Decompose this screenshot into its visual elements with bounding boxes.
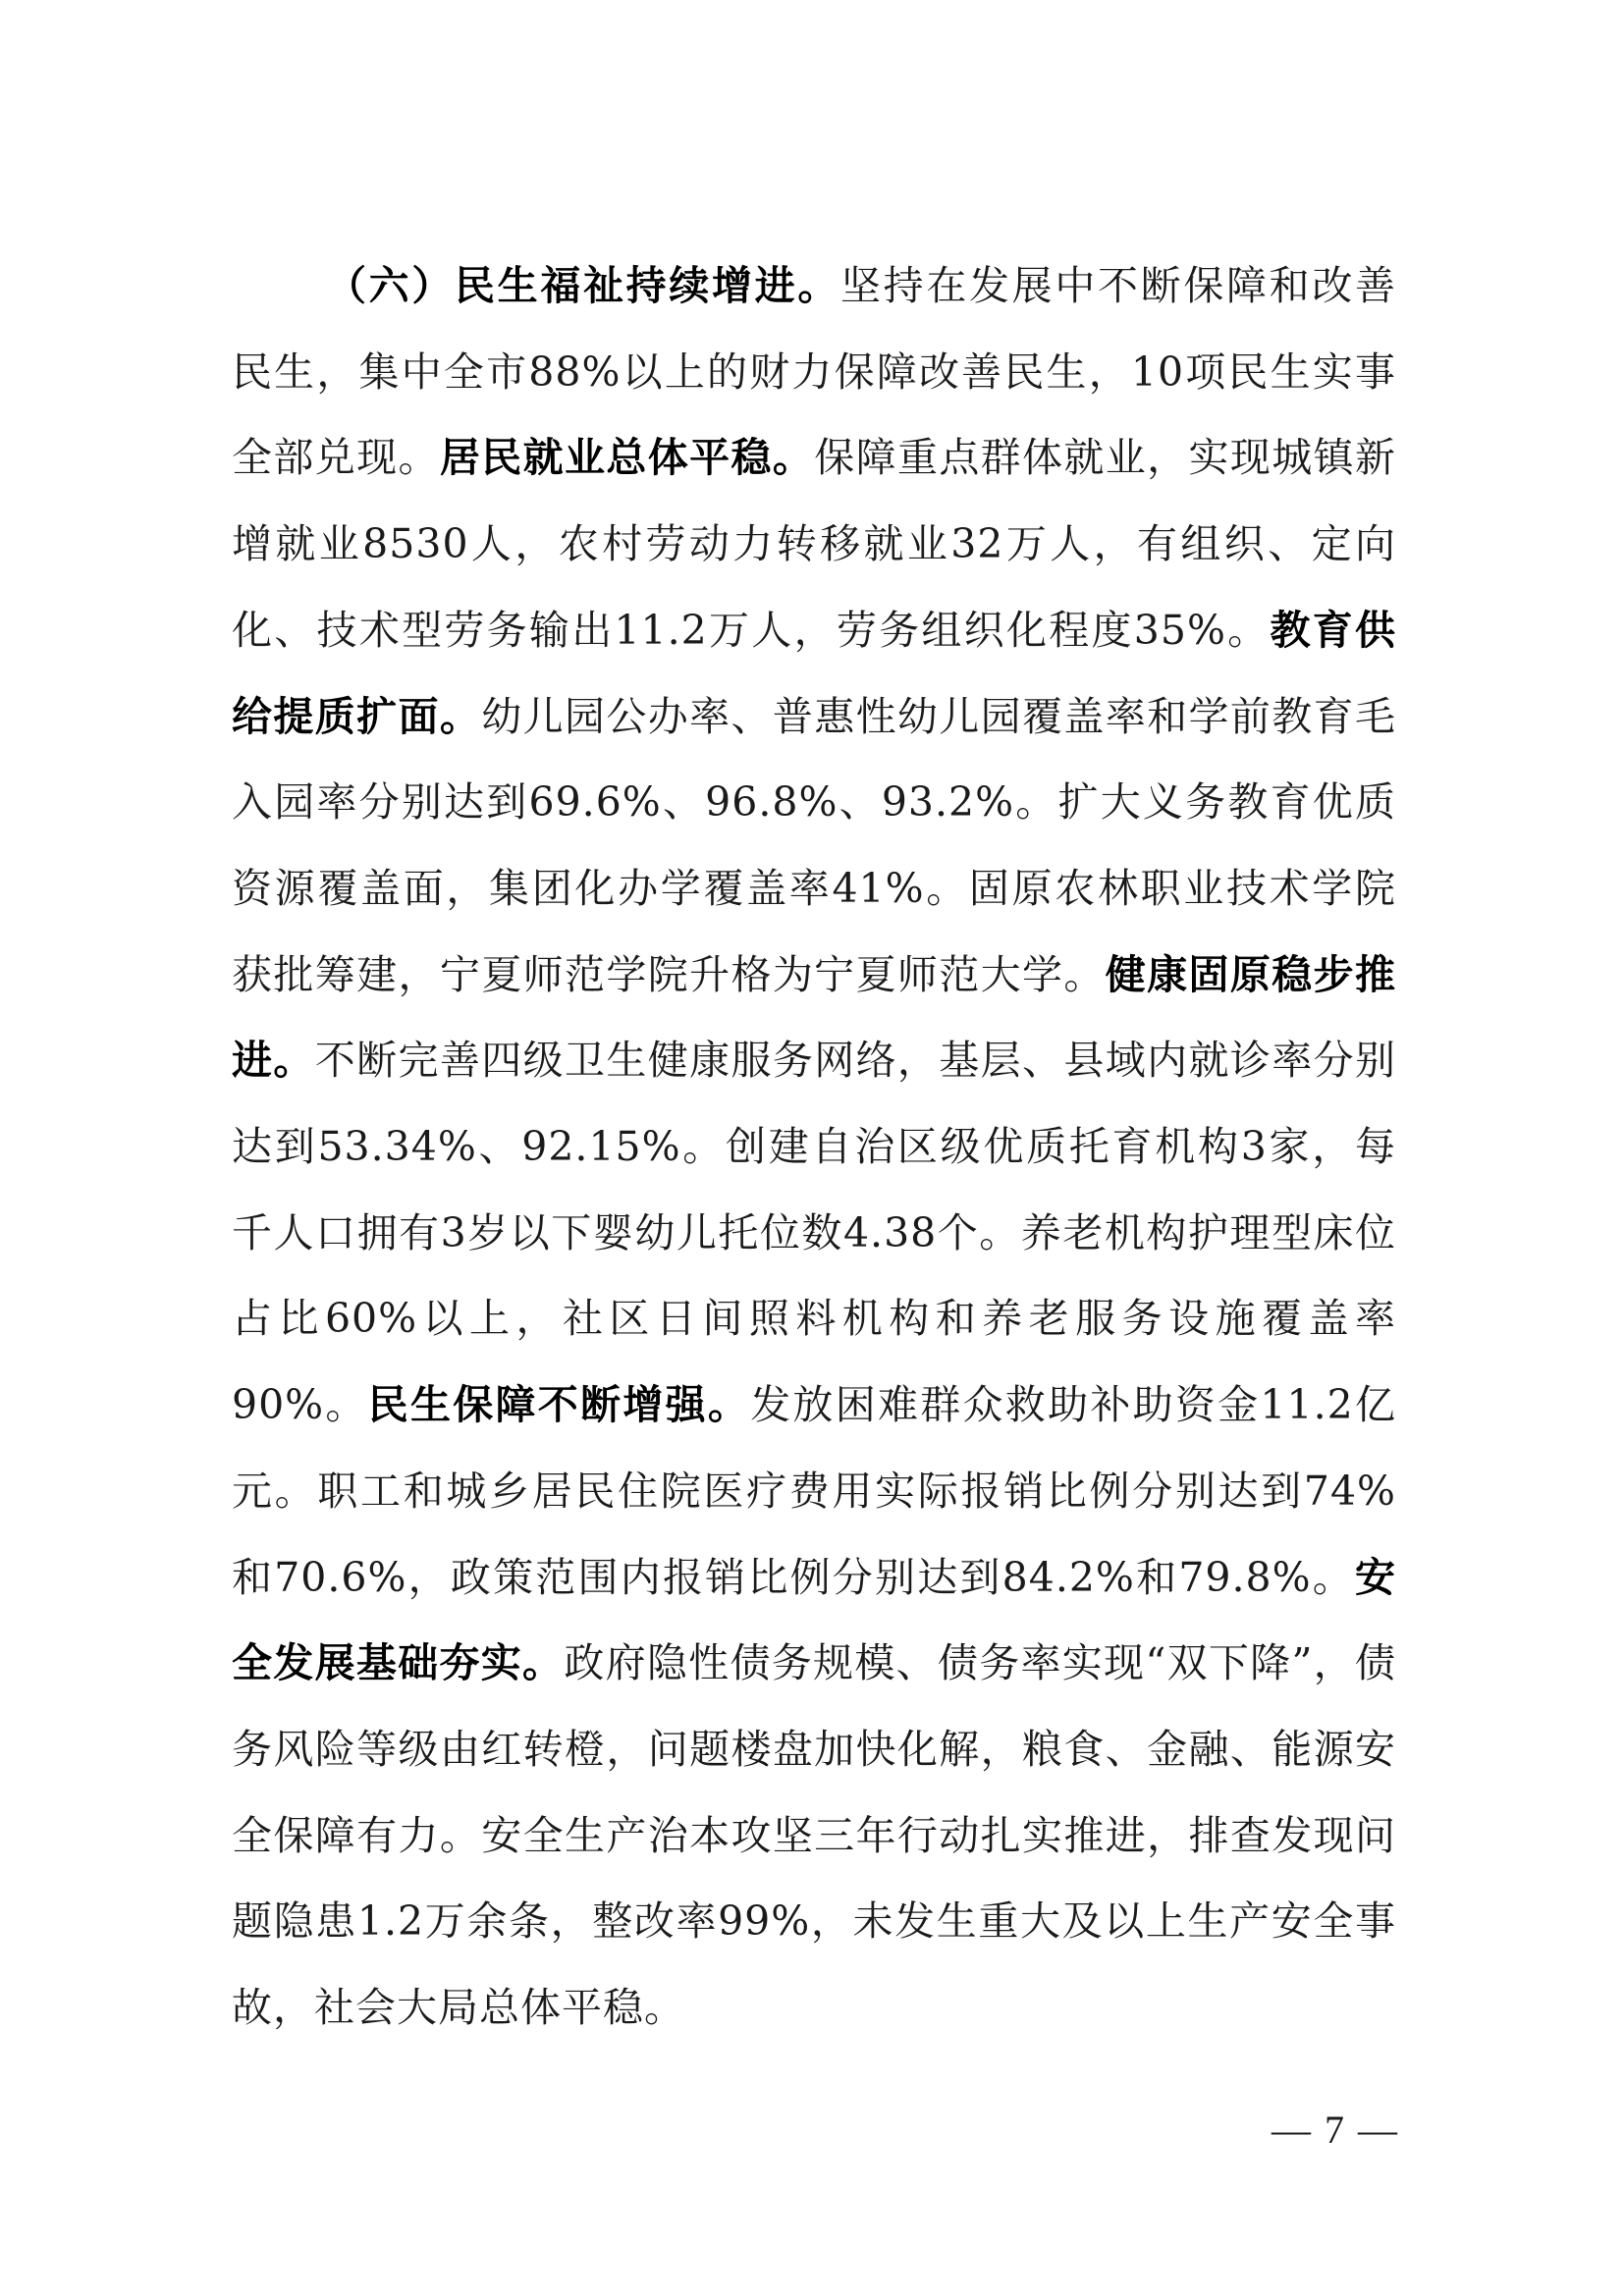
text-social-security: 发放困难群众救助补助资金11.2亿元。职工和城乡居民住院医疗费用实际报销比例分别达到74%和70.6%，政策范围内报销比例分别达到84.2%和79.8%。 xyxy=(232,1381,1396,1601)
text-education: 幼儿园公办率、普惠性幼儿园覆盖率和学前教育毛入园率分别达到69.6%、96.8%、93.2%。扩大义务教育优质资源覆盖面，集团化办学覆盖率41%。固原农林职业技术学院获批筹建，宁夏师范学院升格为宁夏师范大学。 xyxy=(232,692,1397,998)
subheading-education: 教育供给提质扩面。 xyxy=(232,606,1397,740)
page-number: — 7 — xyxy=(1271,2108,1399,2152)
body-paragraph xyxy=(232,243,1396,2052)
section-heading-livelihood: （六）民生福祉持续增进。 xyxy=(326,262,840,309)
subheading-employment: 居民就业总体平稳。 xyxy=(439,434,815,482)
text-health: 不断完善四级卫生健康服务网络，基层、县域内就诊率分别达到53.34%、92.15%。创建自治区级优质托育机构3家，每千人口拥有3岁以下婴幼儿托位数4.38个。养老机构护理型床位占比60%以上，社区日间照料机构和养老服务设施覆盖率90%。 xyxy=(232,1037,1397,1429)
text-safety: 政府隐性债务规模、债务率实现“双下降”，债务风险等级由红转橙，问题楼盘加快化解，粮食、金融、能源安全保障有力。安全生产治本攻坚三年行动扎实推进，排查发现问题隐患1.2万余条，整改率99%，未发生重大及以上生产安全事故，社会大局总体平稳。 xyxy=(232,1639,1397,2032)
subheading-health: 健康固原稳步推进。 xyxy=(232,950,1397,1085)
subheading-safety: 安全发展基础夯实。 xyxy=(232,1553,1396,1687)
subheading-social-security: 民生保障不断增强。 xyxy=(367,1381,751,1429)
text-employment: 保障重点群体就业，实现城镇新增就业8530人，农村劳动力转移就业32万人，有组织、定向化、技术型劳务输出11.2万人，劳务组织化程度35%。 xyxy=(232,434,1397,654)
text-livelihood-intro: 坚持在发展中不断保障和改善民生，集中全市88%以上的财力保障改善民生，10项民生实事全部兑现。 xyxy=(232,262,1396,482)
